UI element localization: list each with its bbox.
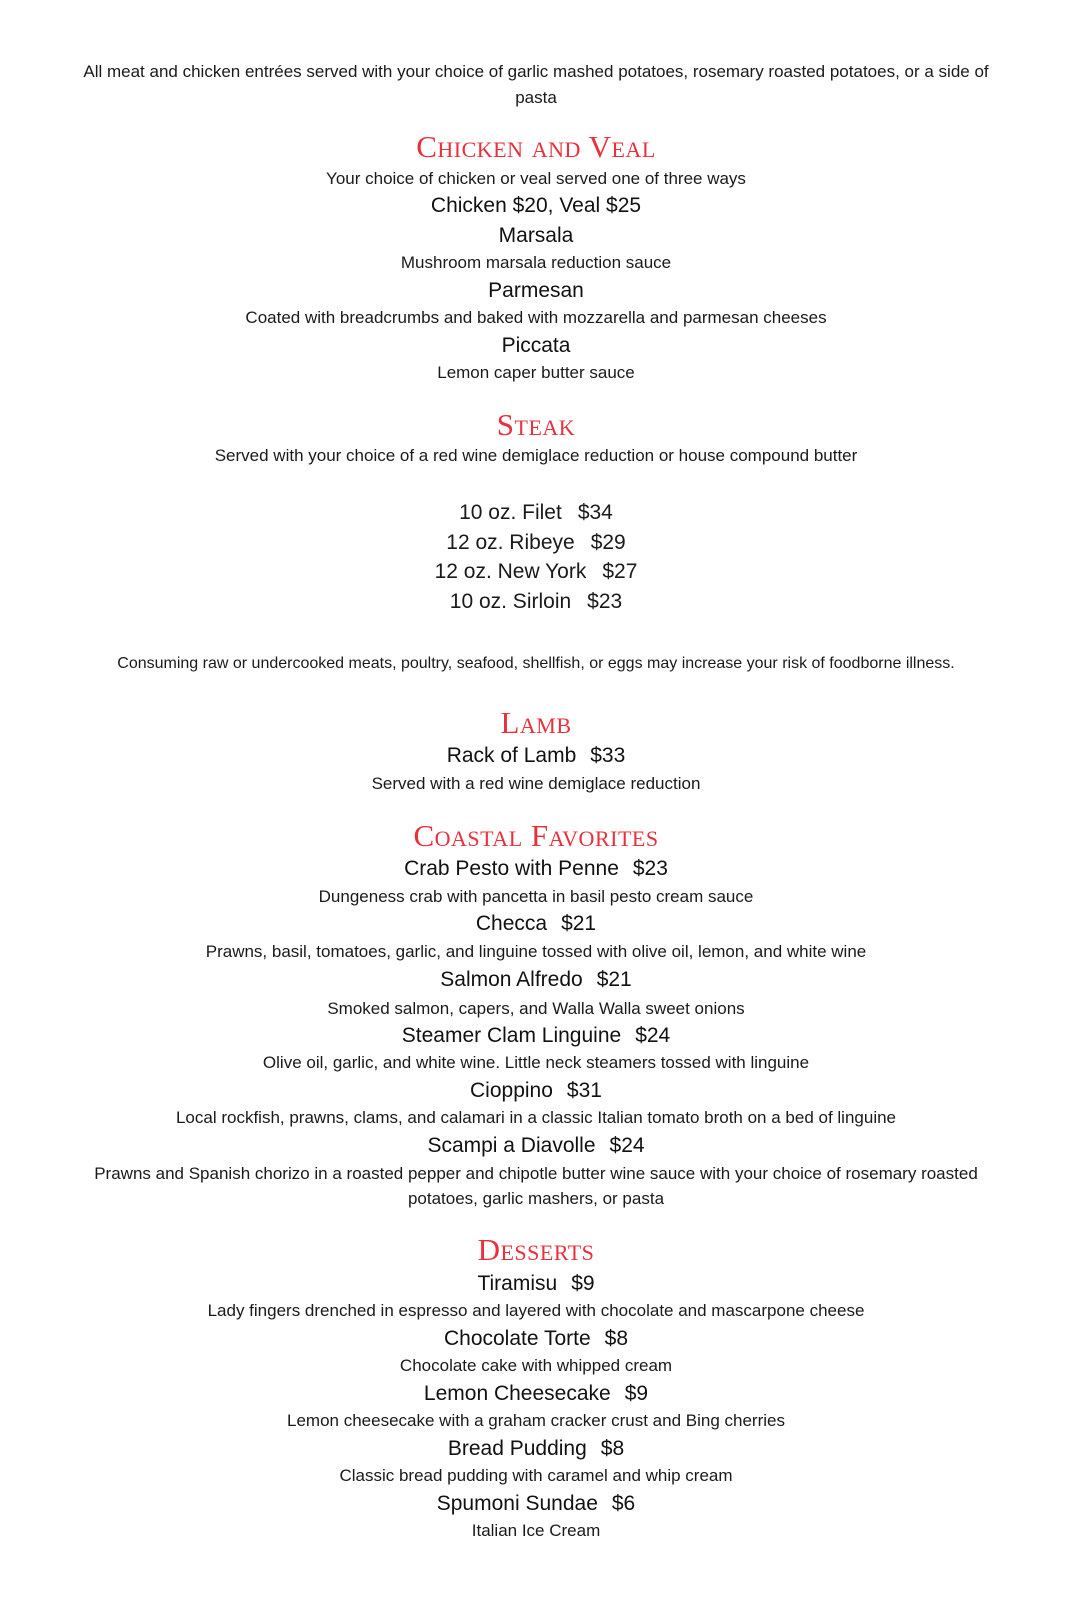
steak-item bbox=[0, 558, 1072, 586]
item-name: Steamer Clam Linguine bbox=[401, 1024, 622, 1047]
item-name: Salmon Alfredo bbox=[440, 968, 583, 991]
style-name: Marsala bbox=[498, 224, 574, 247]
item-price: $24 bbox=[635, 1024, 671, 1047]
section-heading-lamb: Lamb bbox=[500, 705, 572, 740]
menu-item bbox=[0, 1490, 1072, 1518]
item-price: $8 bbox=[600, 1437, 625, 1460]
style-name: Parmesan bbox=[488, 279, 584, 302]
item-price: $27 bbox=[602, 560, 638, 583]
steak-item bbox=[0, 499, 1072, 527]
item-desc: Prawns and Spanish chorizo in a roasted pepper and chipotle butter wine sauce with your choice of rosemary roasted potatoes, garlic mashers, or pasta bbox=[94, 1164, 978, 1208]
menu-item bbox=[0, 1077, 1072, 1105]
item-name: Spumoni Sundae bbox=[436, 1492, 598, 1515]
item-price: $9 bbox=[624, 1382, 649, 1405]
section-heading-coastal: Coastal Favorites bbox=[413, 818, 659, 853]
item-name: 12 oz. Ribeye bbox=[446, 531, 575, 554]
section-heading-desserts: Desserts bbox=[477, 1232, 595, 1267]
menu-item bbox=[0, 1435, 1072, 1463]
item-desc: Served with a red wine demiglace reduction bbox=[371, 774, 701, 793]
item-price: $6 bbox=[611, 1492, 636, 1515]
item-price: $8 bbox=[604, 1327, 629, 1350]
section-heading-chicken-veal: Chicken and Veal bbox=[416, 129, 656, 164]
item-price: $24 bbox=[609, 1134, 645, 1157]
menu-item bbox=[0, 742, 1072, 770]
item-name: Scampi a Diavolle bbox=[427, 1134, 596, 1157]
item-name: Checca bbox=[475, 912, 548, 935]
food-safety-notice: Consuming raw or undercooked meats, poultry, seafood, shellfish, or eggs may increase your risk of foodborne illness. bbox=[117, 655, 955, 672]
item-price: $23 bbox=[632, 857, 668, 880]
steak-item bbox=[0, 588, 1072, 616]
menu-item bbox=[0, 966, 1072, 994]
item-price: $23 bbox=[587, 590, 623, 613]
menu-item bbox=[0, 1270, 1072, 1298]
item-price: $29 bbox=[590, 531, 626, 554]
item-name: 12 oz. New York bbox=[434, 560, 587, 583]
style-name: Piccata bbox=[501, 334, 571, 357]
item-desc: Classic bread pudding with caramel and whip cream bbox=[339, 1466, 733, 1485]
intro-text: All meat and chicken entrées served with your choice of garlic mashed potatoes, rosemary roasted potatoes, or a side of pasta bbox=[83, 62, 989, 107]
item-desc: Olive oil, garlic, and white wine. Little neck steamers tossed with linguine bbox=[262, 1053, 810, 1072]
item-name: 10 oz. Sirloin bbox=[449, 590, 572, 613]
menu-item bbox=[0, 1132, 1072, 1160]
chicken-veal-prices: Chicken $20, Veal $25 bbox=[430, 194, 642, 217]
menu-item bbox=[0, 1325, 1072, 1353]
menu-item bbox=[0, 1380, 1072, 1408]
item-desc: Dungeness crab with pancetta in basil pesto cream sauce bbox=[318, 887, 754, 906]
item-name: 10 oz. Filet bbox=[459, 501, 562, 524]
item-name: Bread Pudding bbox=[447, 1437, 587, 1460]
item-desc: Lemon cheesecake with a graham cracker crust and Bing cherries bbox=[287, 1411, 785, 1430]
item-desc: Prawns, basil, tomatoes, garlic, and linguine tossed with olive oil, lemon, and white wine bbox=[205, 942, 867, 961]
item-price: $34 bbox=[577, 501, 613, 524]
item-desc: Chocolate cake with whipped cream bbox=[399, 1356, 673, 1375]
menu-item bbox=[0, 1022, 1072, 1050]
item-desc: Smoked salmon, capers, and Walla Walla sweet onions bbox=[327, 999, 745, 1018]
item-name: Chocolate Torte bbox=[443, 1327, 591, 1350]
item-price: $21 bbox=[561, 912, 597, 935]
item-price: $9 bbox=[571, 1272, 595, 1295]
item-price: $31 bbox=[566, 1079, 602, 1102]
item-price: $33 bbox=[590, 744, 626, 767]
item-name: Crab Pesto with Penne bbox=[404, 857, 619, 880]
style-desc: Lemon caper butter sauce bbox=[437, 363, 635, 382]
steak-subtitle: Served with your choice of a red wine demiglace reduction or house compound butter bbox=[214, 446, 858, 465]
style-desc: Coated with breadcrumbs and baked with mozzarella and parmesan cheeses bbox=[245, 308, 827, 327]
menu-item bbox=[0, 855, 1072, 883]
item-desc: Lady fingers drenched in espresso and layered with chocolate and mascarpone cheese bbox=[207, 1301, 865, 1320]
steak-item bbox=[0, 529, 1072, 557]
style-desc: Mushroom marsala reduction sauce bbox=[400, 253, 672, 272]
item-price: $21 bbox=[596, 968, 632, 991]
item-name: Tiramisu bbox=[477, 1272, 558, 1295]
item-desc: Local rockfish, prawns, clams, and calamari in a classic Italian tomato broth on a bed of linguine bbox=[175, 1108, 897, 1127]
item-name: Lemon Cheesecake bbox=[423, 1382, 611, 1405]
section-heading-steak: Steak bbox=[496, 407, 576, 442]
item-name: Cioppino bbox=[470, 1079, 553, 1102]
chicken-veal-subtitle: Your choice of chicken or veal served one of three ways bbox=[326, 169, 746, 188]
menu-item bbox=[0, 910, 1072, 938]
item-name: Rack of Lamb bbox=[446, 744, 577, 767]
item-desc: Italian Ice Cream bbox=[471, 1521, 601, 1540]
